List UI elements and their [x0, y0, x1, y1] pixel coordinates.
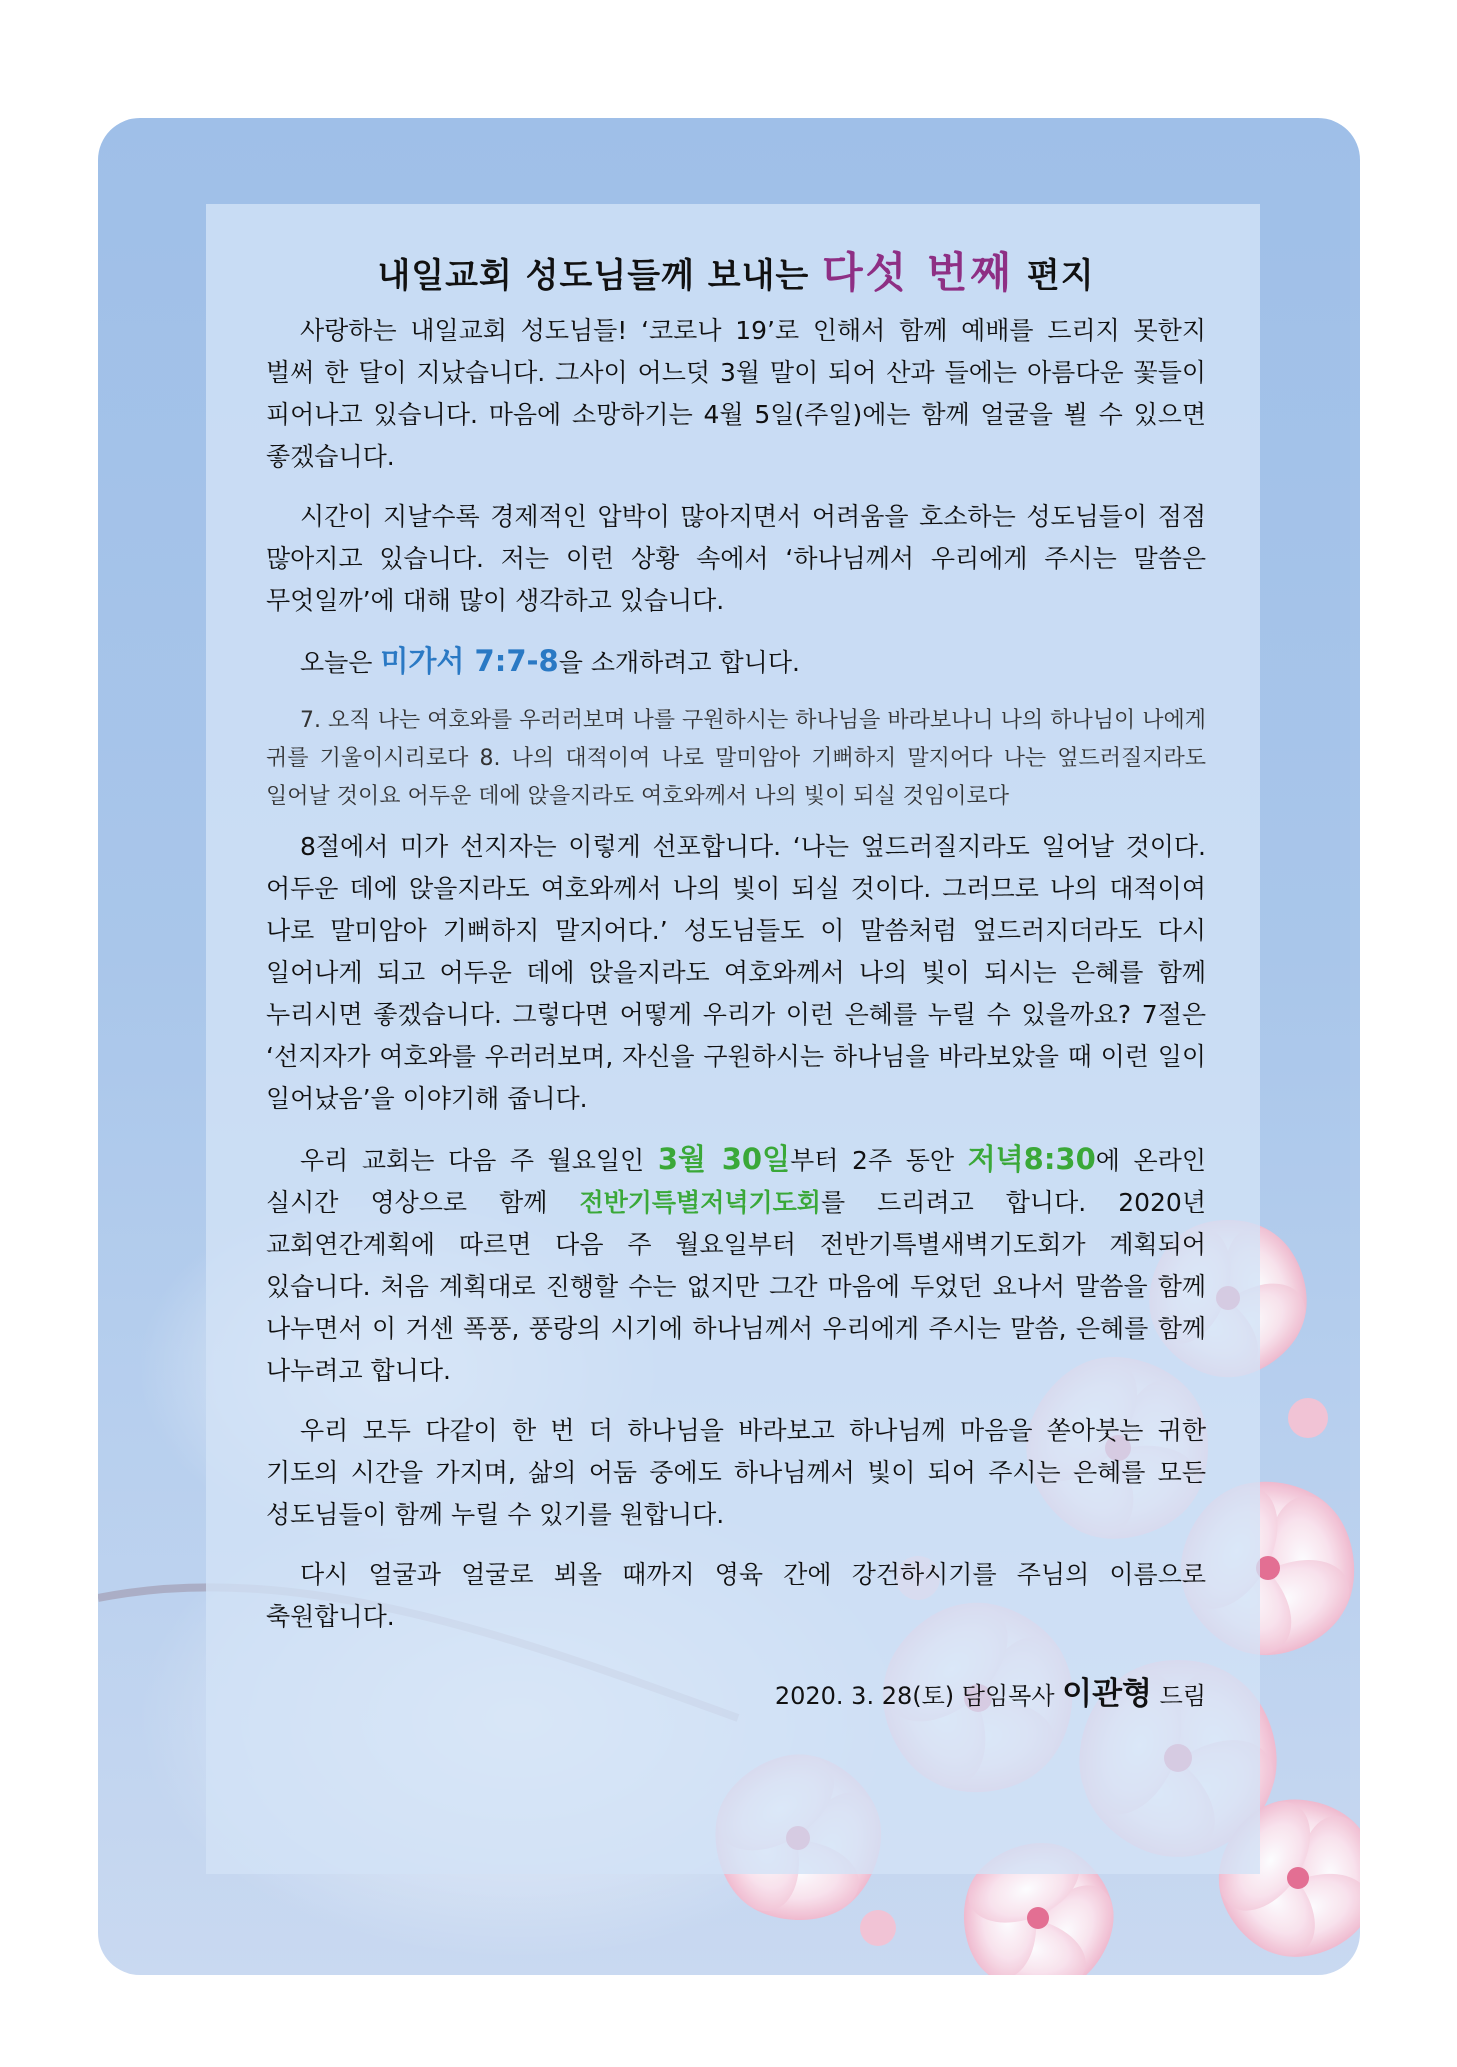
- signature-date-role: 2020. 3. 28(토) 담임목사: [774, 1682, 1063, 1710]
- scripture-reference: 미가서 7:7-8: [380, 644, 559, 678]
- paragraph-hope: 우리 모두 다같이 한 번 더 하나님을 바라보고 하나님께 마음을 쏟아붓는 귀한 기도의 시간을 가지며, 삶의 어둠 중에도 하나님께서 빛이 되어 주시는 은혜를 모든 성도님들이 함께 누릴 수 있기를 원합니다.: [266, 1416, 1206, 1529]
- letter-panel: [206, 204, 1260, 1874]
- paragraph-blessing: 다시 얼굴과 얼굴로 뵈올 때까지 영육 간에 강건하시기를 주님의 이름으로 축원합니다.: [266, 1560, 1206, 1631]
- scripture-intro-after: 을 소개하려고 합니다.: [558, 648, 800, 677]
- paragraph-prayer-meeting: [266, 1138, 1206, 1392]
- letter-frame: [98, 118, 1360, 1975]
- signature-name: 이관형: [1062, 1676, 1152, 1712]
- prayer-text-a: 우리 교회는 다음 주 월요일인: [300, 1146, 658, 1175]
- prayer-date: 3월 30일: [657, 1142, 791, 1176]
- signature: [266, 1668, 1206, 1713]
- paragraph-reflection: 8절에서 미가 선지자는 이렇게 선포합니다. ‘나는 엎드러질지라도 일어날 것이다. 어두운 데에 앉을지라도 여호와께서 나의 빛이 되실 것이다. 그러므로 나의 대적이여 나로 말미암아 기뻐하지 말지어다.’ 성도님들도 이 말씀처럼 엎드러지더라도 다시 일어나게 되고 어두운 데에 앉을지라도 여호와께서 나의 빛이 되시는 은혜를 함께 누리시면 좋겠습니다. 그렇다면 어떻게 우리가 이런 은혜를 누릴 수 있을까요? 7절은 ‘선지자가 여호와를 우러러보며, 자신을 구원하시는 하나님을 바라보았을 때 이런 일이 일어났음’을 이야기해 줍니다.: [266, 832, 1206, 1113]
- letter-body: [266, 204, 1206, 1713]
- prayer-text-b: 부터 2주 동안: [790, 1146, 968, 1175]
- paragraph-scripture-intro: [266, 640, 1206, 684]
- scripture-verse: 7. 오직 나는 여호와를 우러러보며 나를 구원하시는 하나님을 바라보나니 나의 하나님이 나에게 귀를 기울이시리로다 8. 나의 대적이여 나로 말미암아 기뻐하지 말지어다 나는 엎드러질지라도 일어날 것이요 어두운 데에 앉을지라도 여호와께서 나의 빛이 되실 것임이로다: [266, 708, 1206, 809]
- title-prefix: 내일교회 성도님들께 보내는: [377, 256, 823, 296]
- letter-title: [266, 240, 1206, 310]
- signature-closing: 드림: [1152, 1682, 1206, 1710]
- title-accent: 다섯 번째: [822, 248, 1015, 297]
- scripture-intro-before: 오늘은: [300, 648, 381, 677]
- prayer-event-name: 전반기특별저녁기도회: [579, 1188, 821, 1217]
- prayer-text-d: 를 드리려고 합니다. 2020년 교회연간계획에 따르면 다음 주 월요일부터 전반기특별새벽기도회가 계획되어 있습니다. 처음 계획대로 진행할 수는 없지만 그간 마음에 두었던 요나서 말씀을 함께 나누면서 이 거센 폭풍, 풍랑의 시기에 하나님께서 우리에게 주시는 말씀, 은혜를 함께 나누려고 합니다.: [266, 1188, 1206, 1385]
- paragraph-greeting: 사랑하는 내일교회 성도님들! ‘코로나 19’로 인해서 함께 예배를 드리지 못한지 벌써 한 달이 지났습니다. 그사이 어느덧 3월 말이 되어 산과 들에는 아름다운 꽃들이 피어나고 있습니다. 마음에 소망하기는 4월 5일(주일)에는 함께 얼굴을 뵐 수 있으면 좋겠습니다.: [266, 316, 1206, 471]
- prayer-text-c: 에 온라인 실시간 영상으로 함께: [266, 1146, 1206, 1217]
- paragraph-situation: 시간이 지날수록 경제적인 압박이 많아지면서 어려움을 호소하는 성도님들이 점점 많아지고 있습니다. 저는 이런 상황 속에서 ‘하나님께서 우리에게 주시는 말씀은 무엇일까’에 대해 많이 생각하고 있습니다.: [266, 502, 1206, 615]
- prayer-time: 저녁8:30: [967, 1142, 1096, 1176]
- title-suffix: 편지: [1014, 256, 1095, 296]
